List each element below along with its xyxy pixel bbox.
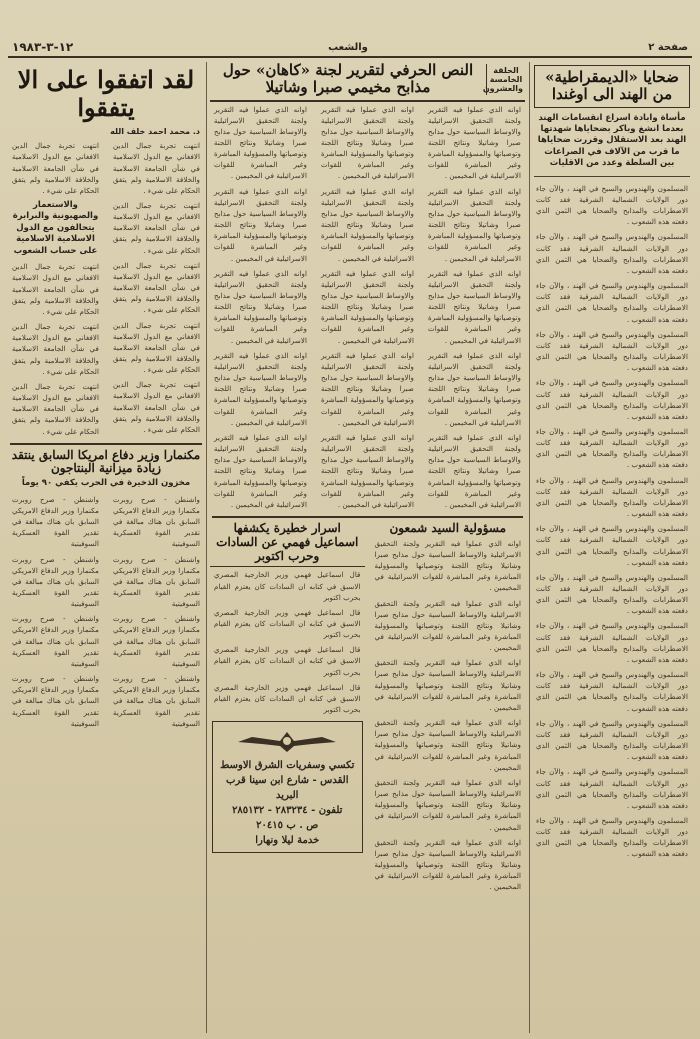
article-body-cont: انتهت تجربة جمال الدين الافغاني مع الدول الاسلامية في شأن الجامعة الاسلامية والخلافة الاسلامية ولم يتفق الحكام على شيء . — [113, 380, 200, 434]
article-body-cont: اوانه الذي عملوا فيه التقرير ولجنة التحقيق الاسرائيلية والاوساط السياسية حول مذابح صبرا وشاتيلا ونتائج اللجنة وتوصياتها والمسؤولية المباشرة وغير المباشرة للقوات الاسرائيلية في المخيمين . — [321, 432, 414, 509]
article-body-cont: انتهت تجربة جمال الدين الافغاني مع الدول الاسلامية في شأن الجامعة الاسلامية والخلافة الاسلامية ولم يتفق الحكام على شيء . — [12, 381, 99, 436]
article-body-cont: المسلمون والهندوس والسيخ في الهند ، والآن جاء دور الولايات الشمالية الشرقية فقد كانت الاضطرابات والمذابح والضحايا هي الثمن الذي دفعته هذه الشعوب . — [536, 329, 688, 373]
article-lead: مأساة وابادة اسراع انقسامات الهند بعدما انشغ وباكر بضحاياها شهدتها الهند بعد الاستقلال وقررت ضحاياها ما قرب من الآلاف في الصراعات بين السلطة وعدد من الاقليات — [537, 112, 687, 169]
right-column — [532, 62, 692, 1033]
masthead — [8, 40, 692, 58]
article-columns — [8, 492, 204, 731]
article-body-cont: اوانه الذي عملوا فيه التقرير ولجنة التحقيق الاسرائيلية والاوساط السياسية حول مذابح صبرا وشاتيلا ونتائج اللجنة وتوصياتها والمسؤولية المباشرة وغير المباشرة للقوات الاسرائيلية في المخيمين . — [321, 186, 414, 263]
article-body-cont: انتهت تجربة جمال الدين الافغاني مع الدول الاسلامية في شأن الجامعة الاسلامية والخلافة الاسلامية ولم يتفق الحكام على شيء . — [113, 200, 200, 255]
article-body-cont: واشنطن - صرح روبرت مكنمارا وزير الدفاع الامريكي السابق بان هناك مبالغة في تقدير القوة العسكرية السوفيتية — [12, 554, 99, 609]
newspaper-name: والشعب — [328, 42, 368, 53]
article-body-cont: اوانه الذي عملوا فيه التقرير ولجنة التحقيق الاسرائيلية والاوساط السياسية حول مذابح صبرا وشاتيلا ونتائج اللجنة وتوصياتها والمسؤولية المباشرة وغير المباشرة للقوات الاسرائيلية في المخيمين . — [428, 186, 521, 263]
article-body-cont: اوانه الذي عملوا فيه التقرير ولجنة التحقيق الاسرائيلية والاوساط السياسية حول مذابح صبرا وشاتيلا ونتائج اللجنة وتوصياتها والمسؤولية المباشرة وغير المباشرة للقوات الاسرائيلية في المخيمين . — [214, 432, 307, 509]
column-divider — [529, 62, 530, 1033]
left-column — [8, 62, 204, 1033]
kicker-label: الحلقة الخامسة والعشرون — [482, 65, 523, 93]
article-body-cont: واشنطن - صرح روبرت مكنمارا وزير الدفاع الامريكي السابق بان هناك مبالغة في تقدير القوة العسكرية السوفيتية — [12, 674, 99, 728]
article-body-cont: قال اسماعيل فهمي وزير الخارجية المصري الاسبق في كتابه ان السادات كان يعتزم القيام بحرب اكتوبر — [214, 607, 361, 640]
article-body-cont: اوانه الذي عملوا فيه التقرير ولجنة التحقيق الاسرائيلية والاوساط السياسية حول مذابح صبرا وشاتيلا ونتائج اللجنة وتوصياتها والمسؤولية المباشرة وغير المباشرة للقوات الاسرائيلية في المخيمين . — [214, 350, 307, 427]
article-body-cont: قال اسماعيل فهمي وزير الخارجية المصري الاسبق في كتابه ان السادات كان يعتزم القيام بحرب اكتوبر — [214, 682, 361, 715]
author-byline: د. محمد احمد خلف الله — [110, 127, 200, 137]
article-columns — [8, 138, 204, 438]
article-body-cont: المسلمون والهندوس والسيخ في الهند ، والآن جاء دور الولايات الشمالية الشرقية فقد كانت الاضطرابات والمذابح والضحايا هي الثمن الذي دفعته هذه الشعوب . — [536, 426, 688, 470]
headline-agreed-to-disagree: لقد اتفقوا على الا يتفقوا — [17, 65, 195, 122]
page-label: صفحة ٢ — [648, 42, 688, 53]
article-body: قال اسماعيل فهمي وزير الخارجية المصري الاسبق في كتابه ان السادات كان يعتزم القيام بحرب اكتوبر — [214, 570, 361, 602]
article-body-cont: اوانه الذي عملوا فيه التقرير ولجنة التحقيق الاسرائيلية والاوساط السياسية حول مذابح صبرا وشاتيلا ونتائج اللجنة وتوصياتها والمسؤولية المباشرة وغير المباشرة للقوات الاسرائيلية في المخيمين . — [321, 350, 414, 427]
headline-democracy-victims: ضحايا «الديمقراطية» من الهند الى اوغندا — [545, 68, 679, 104]
headline-mcnamara: مكنمارا وزير دفاع امريكا السابق ينتقد زيادة ميزانية البنتاجون — [11, 447, 201, 476]
article-body-cont: انتهت تجربة جمال الدين الافغاني مع الدول الاسلامية في شأن الجامعة الاسلامية والخلافة الاسلامية ولم يتفق الحكام على شيء . — [113, 260, 200, 315]
article-body-cont: اوانه الذي عملوا فيه التقرير ولجنة التحقيق الاسرائيلية والاوساط السياسية حول مذابح صبرا وشاتيلا ونتائج اللجنة وتوصياتها والمسؤولية المباشرة وغير المباشرة للقوات الاسرائيلية في المخيمين . — [374, 598, 521, 653]
advertisement — [212, 721, 363, 853]
article-body-cont: واشنطن - صرح روبرت مكنمارا وزير الدفاع الامريكي السابق بان هناك مبالغة في تقدير القوة العسكرية السوفيتية — [12, 614, 99, 668]
article-body-cont: اوانه الذي عملوا فيه التقرير ولجنة التحقيق الاسرائيلية والاوساط السياسية حول مذابح صبرا وشاتيلا ونتائج اللجنة وتوصياتها والمسؤولية المباشرة وغير المباشرة للقوات الاسرائيلية في المخيمين . — [428, 432, 521, 509]
ad-service: خدمة ليلا ونهارا — [255, 835, 320, 847]
article-body-cont: المسلمون والهندوس والسيخ في الهند ، والآن جاء دور الولايات الشمالية الشرقية فقد كانت الاضطرابات والمذابح والضحايا هي الثمن الذي دفعته هذه الشعوب . — [536, 232, 688, 275]
article-body-cont: اوانه الذي عملوا فيه التقرير ولجنة التحقيق الاسرائيلية والاوساط السياسية حول مذابح صبرا وشاتيلا ونتائج اللجنة وتوصياتها والمسؤولية المباشرة وغير المباشرة للقوات الاسرائيلية في المخيمين . — [321, 268, 414, 345]
article-subhead: والاستعمار والصهيونية والبرابرة يتحالفون مع الدول الاسلامية الاسلامية على حساب الشعوب — [12, 199, 99, 256]
article-body-cont: اوانه الذي عملوا فيه التقرير ولجنة التحقيق الاسرائيلية والاوساط السياسية حول مذابح صبرا وشاتيلا ونتائج اللجنة وتوصياتها والمسؤولية المباشرة وغير المباشرة للقوات الاسرائيلية في المخيمين . — [428, 350, 521, 427]
article-body-cont: واشنطن - صرح روبرت مكنمارا وزير الدفاع الامريكي السابق بان هناك مبالغة في تقدير القوة العسكرية السوفيتية — [12, 494, 99, 549]
ad-phone: تلفون - ٢٨٣٢٣٤ - ٢٨٥١٣٢ — [232, 805, 343, 817]
article-body-cont: المسلمون والهندوس والسيخ في الهند ، والآن جاء دور الولايات الشمالية الشرقية فقد كانت الاضطرابات والمذابح والضحايا هي الثمن الذي دفعته هذه الشعوب . — [536, 670, 688, 713]
article-body: اوانه الذي عملوا فيه التقرير ولجنة التحقيق الاسرائيلية والاوساط السياسية حول مذابح صبرا وشاتيلا ونتائج اللجنة وتوصياتها والمسؤولية المباشرة وغير المباشرة للقوات الاسرائيلية في المخيمين . — [428, 104, 521, 181]
article-body-cont: واشنطن - صرح روبرت مكنمارا وزير الدفاع الامريكي السابق بان هناك مبالغة في تقدير القوة العسكرية السوفيتية — [113, 674, 200, 728]
issue-date: ١٢-٣-١٩٨٣ — [12, 40, 74, 54]
column-divider — [206, 62, 207, 1033]
article-body-cont: واشنطن - صرح روبرت مكنمارا وزير الدفاع الامريكي السابق بان هناك مبالغة في تقدير القوة العسكرية السوفيتية — [113, 554, 200, 609]
article-body-cont: المسلمون والهندوس والسيخ في الهند ، والآن جاء دور الولايات الشمالية الشرقية فقد كانت الاضطرابات والمذابح والضحايا هي الثمن الذي دفعته هذه الشعوب . — [536, 378, 688, 421]
ad-name: تكسي وسفريات الشرق الاوسط — [220, 760, 355, 772]
article-body: انتهت تجربة جمال الدين الافغاني مع الدول الاسلامية في شأن الجامعة الاسلامية والخلافة الاسلامية ولم يتفق الحكام على شيء . — [113, 141, 200, 195]
middle-column — [210, 62, 525, 1033]
article-body: المسلمون والهندوس والسيخ في الهند ، والآن جاء دور الولايات الشمالية الشرقية فقد كانت الاضطرابات والمذابح والضحايا هي الثمن الذي دفعته هذه الشعوب . — [536, 183, 688, 227]
article-body-cont: اوانه الذي عملوا فيه التقرير ولجنة التحقيق الاسرائيلية والاوساط السياسية حول مذابح صبرا وشاتيلا ونتائج اللجنة وتوصياتها والمسؤولية المباشرة وغير المباشرة للقوات الاسرائيلية في المخيمين . — [321, 104, 414, 181]
article-body-cont: اوانه الذي عملوا فيه التقرير ولجنة التحقيق الاسرائيلية والاوساط السياسية حول مذابح صبرا وشاتيلا ونتائج اللجنة وتوصياتها والمسؤولية المباشرة وغير المباشرة للقوات الاسرائيلية في المخيمين . — [374, 837, 521, 892]
article-body-cont: اوانه الذي عملوا فيه التقرير ولجنة التحقيق الاسرائيلية والاوساط السياسية حول مذابح صبرا وشاتيلا ونتائج اللجنة وتوصياتها والمسؤولية المباشرة وغير المباشرة للقوات الاسرائيلية في المخيمين . — [374, 718, 521, 772]
article-body-cont: قال اسماعيل فهمي وزير الخارجية المصري الاسبق في كتابه ان السادات كان يعتزم القيام بحرب اكتوبر — [214, 645, 361, 677]
divider — [534, 176, 690, 177]
headline-kahan-report: النص الحرفي لتقرير لجنة «كاهان» حول مذابح مخيمي صبرا وشاتيلا — [222, 62, 474, 97]
article-body-cont: المسلمون والهندوس والسيخ في الهند ، والآن جاء دور الولايات الشمالية الشرقية فقد كانت الاضطرابات والمذابح والضحايا هي الثمن الذي دفعته هذه الشعوب . — [536, 524, 688, 567]
article-body-cont: انتهت تجربة جمال الدين الافغاني مع الدول الاسلامية في شأن الجامعة الاسلامية والخلافة الاسلامية ولم يتفق الحكام على شيء . — [12, 262, 99, 316]
winged-emblem-icon — [232, 728, 342, 754]
ad-pobox: ص . ب ٢٠٤١٥ — [256, 820, 319, 832]
headline-box — [534, 65, 690, 108]
article-body-cont: اوانه الذي عملوا فيه التقرير ولجنة التحقيق الاسرائيلية والاوساط السياسية حول مذابح صبرا وشاتيلا ونتائج اللجنة وتوصياتها والمسؤولية المباشرة وغير المباشرة للقوات الاسرائيلية في المخيمين . — [374, 538, 521, 593]
article-body-cont: اوانه الذي عملوا فيه التقرير ولجنة التحقيق الاسرائيلية والاوساط السياسية حول مذابح صبرا وشاتيلا ونتائج اللجنة وتوصياتها والمسؤولية المباشرة وغير المباشرة للقوات الاسرائيلية في المخيمين . — [374, 777, 521, 832]
article-body-cont: انتهت تجربة جمال الدين الافغاني مع الدول الاسلامية في شأن الجامعة الاسلامية والخلافة الاسلامية ولم يتفق الحكام على شيء . — [113, 320, 200, 375]
article-body-cont: اوانه الذي عملوا فيه التقرير ولجنة التحقيق الاسرائيلية والاوساط السياسية حول مذابح صبرا وشاتيلا ونتائج اللجنة وتوصياتها والمسؤولية المباشرة وغير المباشرة للقوات الاسرائيلية في المخيمين . — [374, 658, 521, 712]
headline-fahmy-secrets: اسرار خطيرة يكشفها اسماعيل فهمي عن السادات وحرب اكتوبر — [210, 522, 365, 567]
article-subhead: مخزون الذخيرة في الحرب يكفي ٩٠ يوماً — [21, 478, 191, 489]
article-body-cont: اوانه الذي عملوا فيه التقرير ولجنة التحقيق الاسرائيلية والاوساط السياسية حول مذابح صبرا وشاتيلا ونتائج اللجنة وتوصياتها والمسؤولية المباشرة وغير المباشرة للقوات الاسرائيلية في المخيمين . — [214, 268, 307, 345]
divider — [10, 443, 202, 445]
article-body-cont: المسلمون والهندوس والسيخ في الهند ، والآن جاء دور الولايات الشمالية الشرقية فقد كانت الاضطرابات والمذابح والضحايا هي الثمن الذي دفعته هذه الشعوب . — [536, 815, 688, 859]
lower-middle — [210, 522, 525, 894]
article-body-cont: اوانه الذي عملوا فيه التقرير ولجنة التحقيق الاسرائيلية والاوساط السياسية حول مذابح صبرا وشاتيلا ونتائج اللجنة وتوصياتها والمسؤولية المباشرة وغير المباشرة للقوات الاسرائيلية في المخيمين . — [214, 186, 307, 263]
article-body: واشنطن - صرح روبرت مكنمارا وزير الدفاع الامريكي السابق بان هناك مبالغة في تقدير القوة العسكرية السوفيتية — [113, 494, 200, 549]
divider — [212, 516, 523, 518]
kahan-body — [210, 102, 525, 512]
article-body-cont: المسلمون والهندوس والسيخ في الهند ، والآن جاء دور الولايات الشمالية الشرقية فقد كانت الاضطرابات والمذابح والضحايا هي الثمن الذي دفعته هذه الشعوب . — [536, 475, 688, 519]
article-body-cont: المسلمون والهندوس والسيخ في الهند ، والآن جاء دور الولايات الشمالية الشرقية فقد كانت الاضطرابات والمذابح والضحايا هي الثمن الذي دفعته هذه الشعوب . — [536, 572, 688, 616]
article-body-cont: اوانه الذي عملوا فيه التقرير ولجنة التحقيق الاسرائيلية والاوساط السياسية حول مذابح صبرا وشاتيلا ونتائج اللجنة وتوصياتها والمسؤولية المباشرة وغير المباشرة للقوات الاسرائيلية في المخيمين . — [428, 268, 521, 345]
article-body-cont: المسلمون والهندوس والسيخ في الهند ، والآن جاء دور الولايات الشمالية الشرقية فقد كانت الاضطرابات والمذابح والضحايا هي الثمن الذي دفعته هذه الشعوب . — [536, 718, 688, 762]
article-body-cont: انتهت تجربة جمال الدين الافغاني مع الدول الاسلامية في شأن الجامعة الاسلامية والخلافة الاسلامية ولم يتفق الحكام على شيء . — [12, 141, 99, 195]
article-body-cont: اوانه الذي عملوا فيه التقرير ولجنة التحقيق الاسرائيلية والاوساط السياسية حول مذابح صبرا وشاتيلا ونتائج اللجنة وتوصياتها والمسؤولية المباشرة وغير المباشرة للقوات الاسرائيلية في المخيمين . — [214, 104, 307, 181]
article-body-cont: المسلمون والهندوس والسيخ في الهند ، والآن جاء دور الولايات الشمالية الشرقية فقد كانت الاضطرابات والمذابح والضحايا هي الثمن الذي دفعته هذه الشعوب . — [536, 767, 688, 810]
article-body-cont: المسلمون والهندوس والسيخ في الهند ، والآن جاء دور الولايات الشمالية الشرقية فقد كانت الاضطرابات والمذابح والضحايا هي الثمن الذي دفعته هذه الشعوب . — [536, 621, 688, 664]
kahan-header — [210, 62, 525, 102]
article-body-cont: انتهت تجربة جمال الدين الافغاني مع الدول الاسلامية في شأن الجامعة الاسلامية والخلافة الاسلامية ولم يتفق الحكام على شيء . — [12, 322, 99, 376]
ad-address: القدس - شارع ابن سينا قرب البريد — [226, 775, 349, 802]
article-body-cont: واشنطن - صرح روبرت مكنمارا وزير الدفاع الامريكي السابق بان هناك مبالغة في تقدير القوة العسكرية السوفيتية — [113, 614, 200, 668]
article-body-cont: المسلمون والهندوس والسيخ في الهند ، والآن جاء دور الولايات الشمالية الشرقية فقد كانت الاضطرابات والمذابح والضحايا هي الثمن الذي دفعته هذه الشعوب . — [536, 281, 688, 324]
section-title: مسؤولية السيد شمعون — [389, 520, 507, 535]
